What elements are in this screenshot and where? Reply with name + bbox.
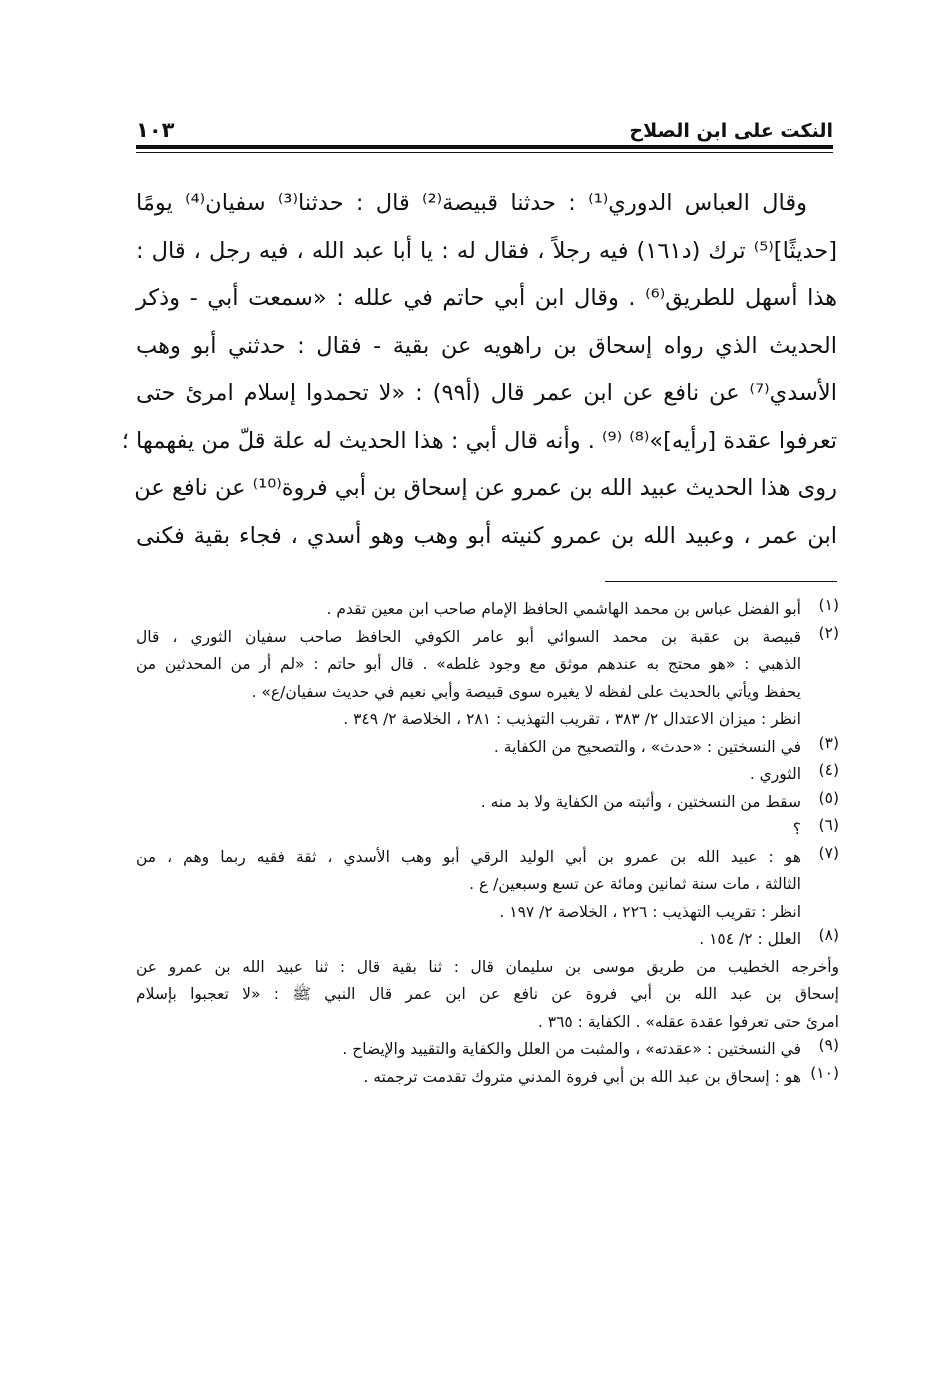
footnote-line: الذهبي : «هو محتج به عندهم موثق مع وجود غلطه» . قال أبو حاتم : «لم أر من المحدثين من [136, 655, 801, 673]
footnote-separator [605, 581, 837, 582]
footnote-number: (٦) [818, 816, 839, 834]
footnote-line: أبو الفضل عباس بن محمد الهاشمي الحافظ الإمام صاحب ابن معين تقدم . [326, 600, 801, 618]
footnote-line: سقط من النسختين ، وأثبته من الكفاية ولا بد منه . [480, 792, 801, 811]
footnote-line: هو : إسحاق بن عبد الله بن أبي فروة المدني متروك تقدمت ترجمته . [363, 1067, 801, 1086]
page-number: ١٠٣ [136, 118, 175, 142]
text-line: الحديث الذي رواه إسحاق بن راهويه عن بقية - فقال : حدثني أبو وهب [136, 332, 837, 359]
footnote [136, 624, 839, 734]
footnote-line: قبيصة بن عقبة بن محمد السوائي أبو عامر الكوفي الحافظ صاحب سفيان الثوري ، قال [136, 627, 801, 646]
footnote-number: (١) [818, 596, 839, 614]
footnote-line: إسحاق بن عبد الله بن أبي فروة عن نافع عن ابن عمر قال النبي ﷺ : «لا تعجبوا بإسلام [136, 985, 839, 1003]
footnote-line: انظر : ميزان الاعتدال ٢/ ٣٨٣ ، تقريب التهذيب : ٢٨١ ، الخلاصة ٢/ ٣٤٩ . [343, 710, 801, 728]
footnote-number: (٢) [818, 623, 839, 642]
footnote-line: العلل : ٢/ ١٥٤ . [699, 930, 801, 948]
footnote [136, 789, 839, 817]
header-rule-thin [136, 152, 833, 153]
footnote-line: انظر : تقريب التهذيب : ٢٢٦ ، الخلاصة ٢/ ١٩٧ . [499, 902, 801, 921]
footnote-8-continuation [136, 954, 839, 1037]
page-header [136, 112, 833, 142]
footnote-number: (١٠) [810, 1063, 839, 1082]
footnote [136, 844, 839, 927]
footnote [136, 1036, 839, 1064]
footnote-line: الثالثة ، مات سنة ثمانين ومائة عن تسع وسبعين/ ع . [469, 875, 801, 893]
footnote [136, 816, 839, 844]
text-line: هذا أسهل للطريق⁽⁶⁾ . وقال ابن أبي حاتم في علله : «سمعت أبي - وذكر [136, 285, 837, 311]
footnote-number: (٧) [818, 843, 839, 862]
text-line: تعرفوا عقدة [رأيه]»⁽⁸⁾ ⁽⁹⁾ . وأنه قال أبي : هذا الحديث له علة قلّ من يفهمها ؛ [121, 427, 837, 454]
header-rule-thick [136, 145, 833, 149]
footnote-number: (٣) [818, 733, 839, 752]
footnote-line: وأخرجه الخطيب من طريق موسى بن سليمان قال : ثنا بقية قال : ثنا عبيد الله بن عمرو عن [136, 957, 839, 976]
footnote [136, 734, 839, 762]
text-line: وقال العباس الدوري⁽¹⁾ : حدثنا قبيصة⁽²⁾ قال : حدثنا⁽³⁾ سفيان⁽⁴⁾ يومًا [136, 190, 807, 216]
footnote-line: في النسختين : «عقدته» ، والمثبت من العلل والكفاية والتقييد والإيضاح . [342, 1040, 801, 1058]
footnote-line: الثوري . [749, 765, 801, 783]
text-line: [حديثًا]⁽⁵⁾ ترك (د١٦١) فيه رجلاً ، فقال له : يا أبا عبد الله ، فيه رجل ، قال : [136, 237, 837, 264]
text-line: روى هذا الحديث عبيد الله بن عمرو عن إسحاق بن أبي فروة⁽¹⁰⁾ عن نافع عن [134, 475, 837, 501]
footnote-number: (٨) [818, 926, 839, 944]
footnote-line: يحفظ ويأتي بالحديث على لفظه لا يغيره سوى قبيصة وأبي نعيم في حديث سفيان/ع» . [251, 682, 801, 701]
footnote-number: (٤) [818, 761, 839, 779]
footnote [136, 596, 839, 624]
footnote-number: (٩) [818, 1036, 839, 1054]
footnote-line: ؟ [792, 820, 801, 838]
footnote-line: هو : عبيد الله بن عمرو بن أبي الوليد الرقي أبو وهب الأسدي ، ثقة فقيه ربما وهم ، من [136, 847, 801, 866]
text-line: ابن عمر ، وعبيد الله بن عمرو كنيته أبو وهب وهو أسدي ، فجاء بقية فكنى [136, 522, 837, 549]
footnote [136, 761, 839, 789]
footnote-number: (٥) [818, 788, 839, 807]
footnote-line: في النسختين : «حدث» ، والتصحيح من الكفاية . [493, 737, 801, 756]
running-title: النكت على ابن الصلاح [629, 120, 833, 142]
footnote [136, 1064, 839, 1092]
main-text [121, 180, 837, 560]
footnote [136, 926, 839, 954]
footnote-line: امرئ حتى تعرفوا عقدة عقله» . الكفاية : ٣٦٥ . [537, 1012, 839, 1031]
footnotes [136, 596, 839, 1091]
text-line: الأسدي⁽⁷⁾ عن نافع عن ابن عمر قال (أ٩٩) : «لا تحمدوا إسلام امرئ حتى [136, 380, 837, 406]
